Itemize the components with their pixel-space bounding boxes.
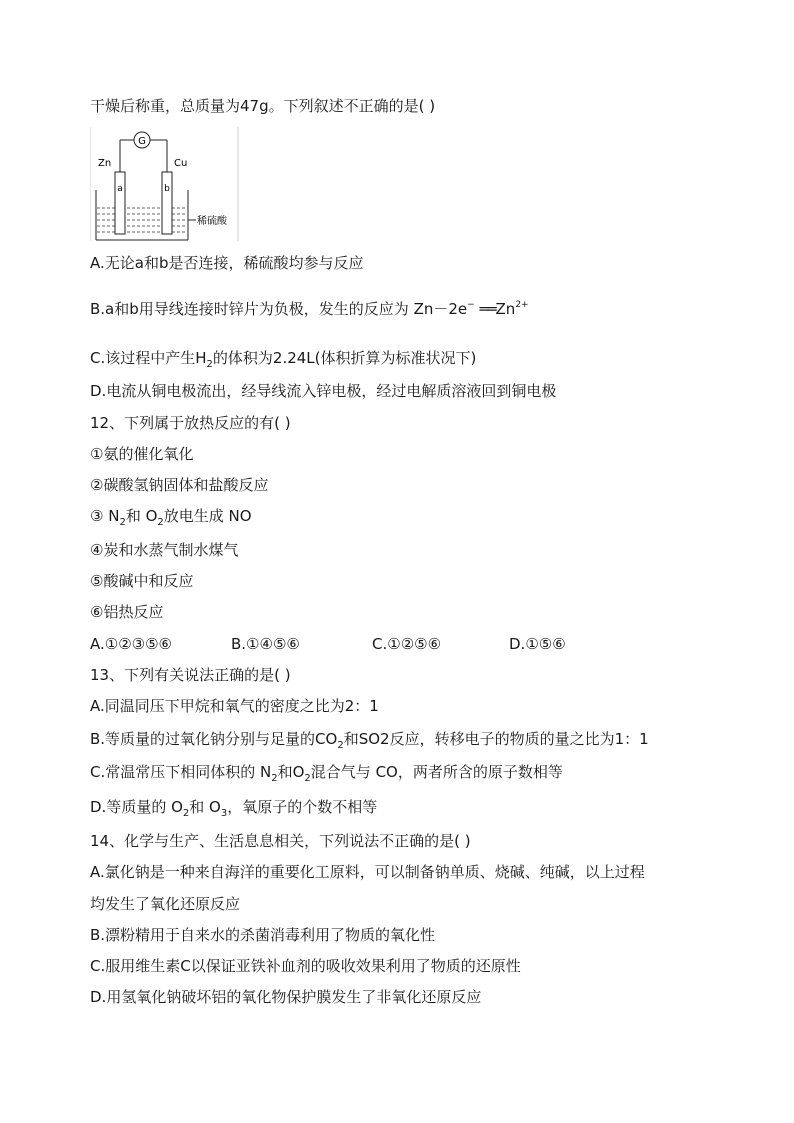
electrochemical-cell-diagram [90, 126, 240, 242]
q14-option-b: B.漂粉精用于自来水的杀菌消毒利用了物质的氧化性 [90, 926, 436, 944]
q11-option-d: D.电流从铜电极流出，经导线流入锌电极，经过电解质溶液回到铜电极 [90, 382, 557, 400]
q11-option-b: B.a和b用导线连接时锌片为负极，发生的反应为 Zn－2e− $══Zn^{2+}$ [90, 300, 529, 318]
q13-option-c: C.常温常压下相同体积的 $N_2$和$O_2$混合气与 CO，两者所含的原子数相等 [90, 763, 563, 784]
q12-option-d: D.①⑤⑥ [509, 635, 566, 653]
q14-option-a-line-2: 均发生了氧化还原反应 [90, 895, 241, 913]
zinc-label: Zn [98, 158, 112, 169]
copper-label: Cu [174, 158, 188, 169]
q12-item-1: ①氨的催化氧化 [90, 445, 194, 463]
q13-option-b: B.等质量的过氧化钠分别与足量的$CO_2$和SO2反应，转移电子的物质的量之比为1：1 [90, 730, 649, 751]
q12-option-b: B.①④⑤⑥ [231, 635, 300, 653]
q12-item-3: ③ $N_2$和 $O_2$放电生成 NO [90, 507, 252, 528]
q11-option-c: C.该过程中产生$H_2$的体积为2.24L(体积折算为标准状况下) [90, 349, 477, 370]
electrolyte-label: 稀硫酸 [197, 216, 227, 227]
equals-arrow-icon: ══ [479, 300, 496, 318]
q12-option-c: C.①②⑤⑥ [372, 635, 442, 653]
q14-option-c: C.服用维生素C以保证亚铁补血剂的吸收效果利用了物质的还原性 [90, 957, 521, 975]
electrode-b-label: b [164, 184, 170, 194]
electrode-a-label: a [117, 184, 123, 194]
q13-stem: 13、下列有关说法正确的是( ) [90, 666, 291, 684]
zinc-electrode [115, 172, 125, 234]
q14-option-d: D.用氢氧化钠破坏铝的氧化物保护膜发生了非氧化还原反应 [90, 988, 482, 1006]
q12-item-6: ⑥铝热反应 [90, 603, 164, 621]
q12-item-4: ④炭和水蒸气制水煤气 [90, 541, 239, 559]
copper-electrode [162, 172, 172, 234]
q11-option-a: A.无论a和b是否连接，稀硫酸均参与反应 [90, 254, 364, 272]
q12-item-5: ⑤酸碱中和反应 [90, 572, 194, 590]
q14-option-a-line-1: A.氯化钠是一种来自海洋的重要化工原料，可以制备钠单质、烧碱、纯碱，以上过程 [90, 863, 645, 881]
question-intro: 干燥后称重，总质量为47g。下列叙述不正确的是( ) [90, 97, 436, 115]
q12-option-a: A.①②③⑤⑥ [90, 635, 173, 653]
galvanometer-label: G [138, 136, 146, 147]
q13-option-d: D.等质量的 $O_2$和 $O_3$，氧原子的个数不相等 [90, 798, 378, 819]
q12-options [90, 633, 700, 655]
q12-stem: 12、下列属于放热反应的有( ) [90, 414, 291, 432]
q13-option-a: A.同温同压下甲烷和氧气的密度之比为2：1 [90, 697, 379, 715]
q12-item-2: ②碳酸氢钠固体和盐酸反应 [90, 476, 269, 494]
q14-stem: 14、化学与生产、生活息息相关，下列说法不正确的是( ) [90, 832, 471, 850]
